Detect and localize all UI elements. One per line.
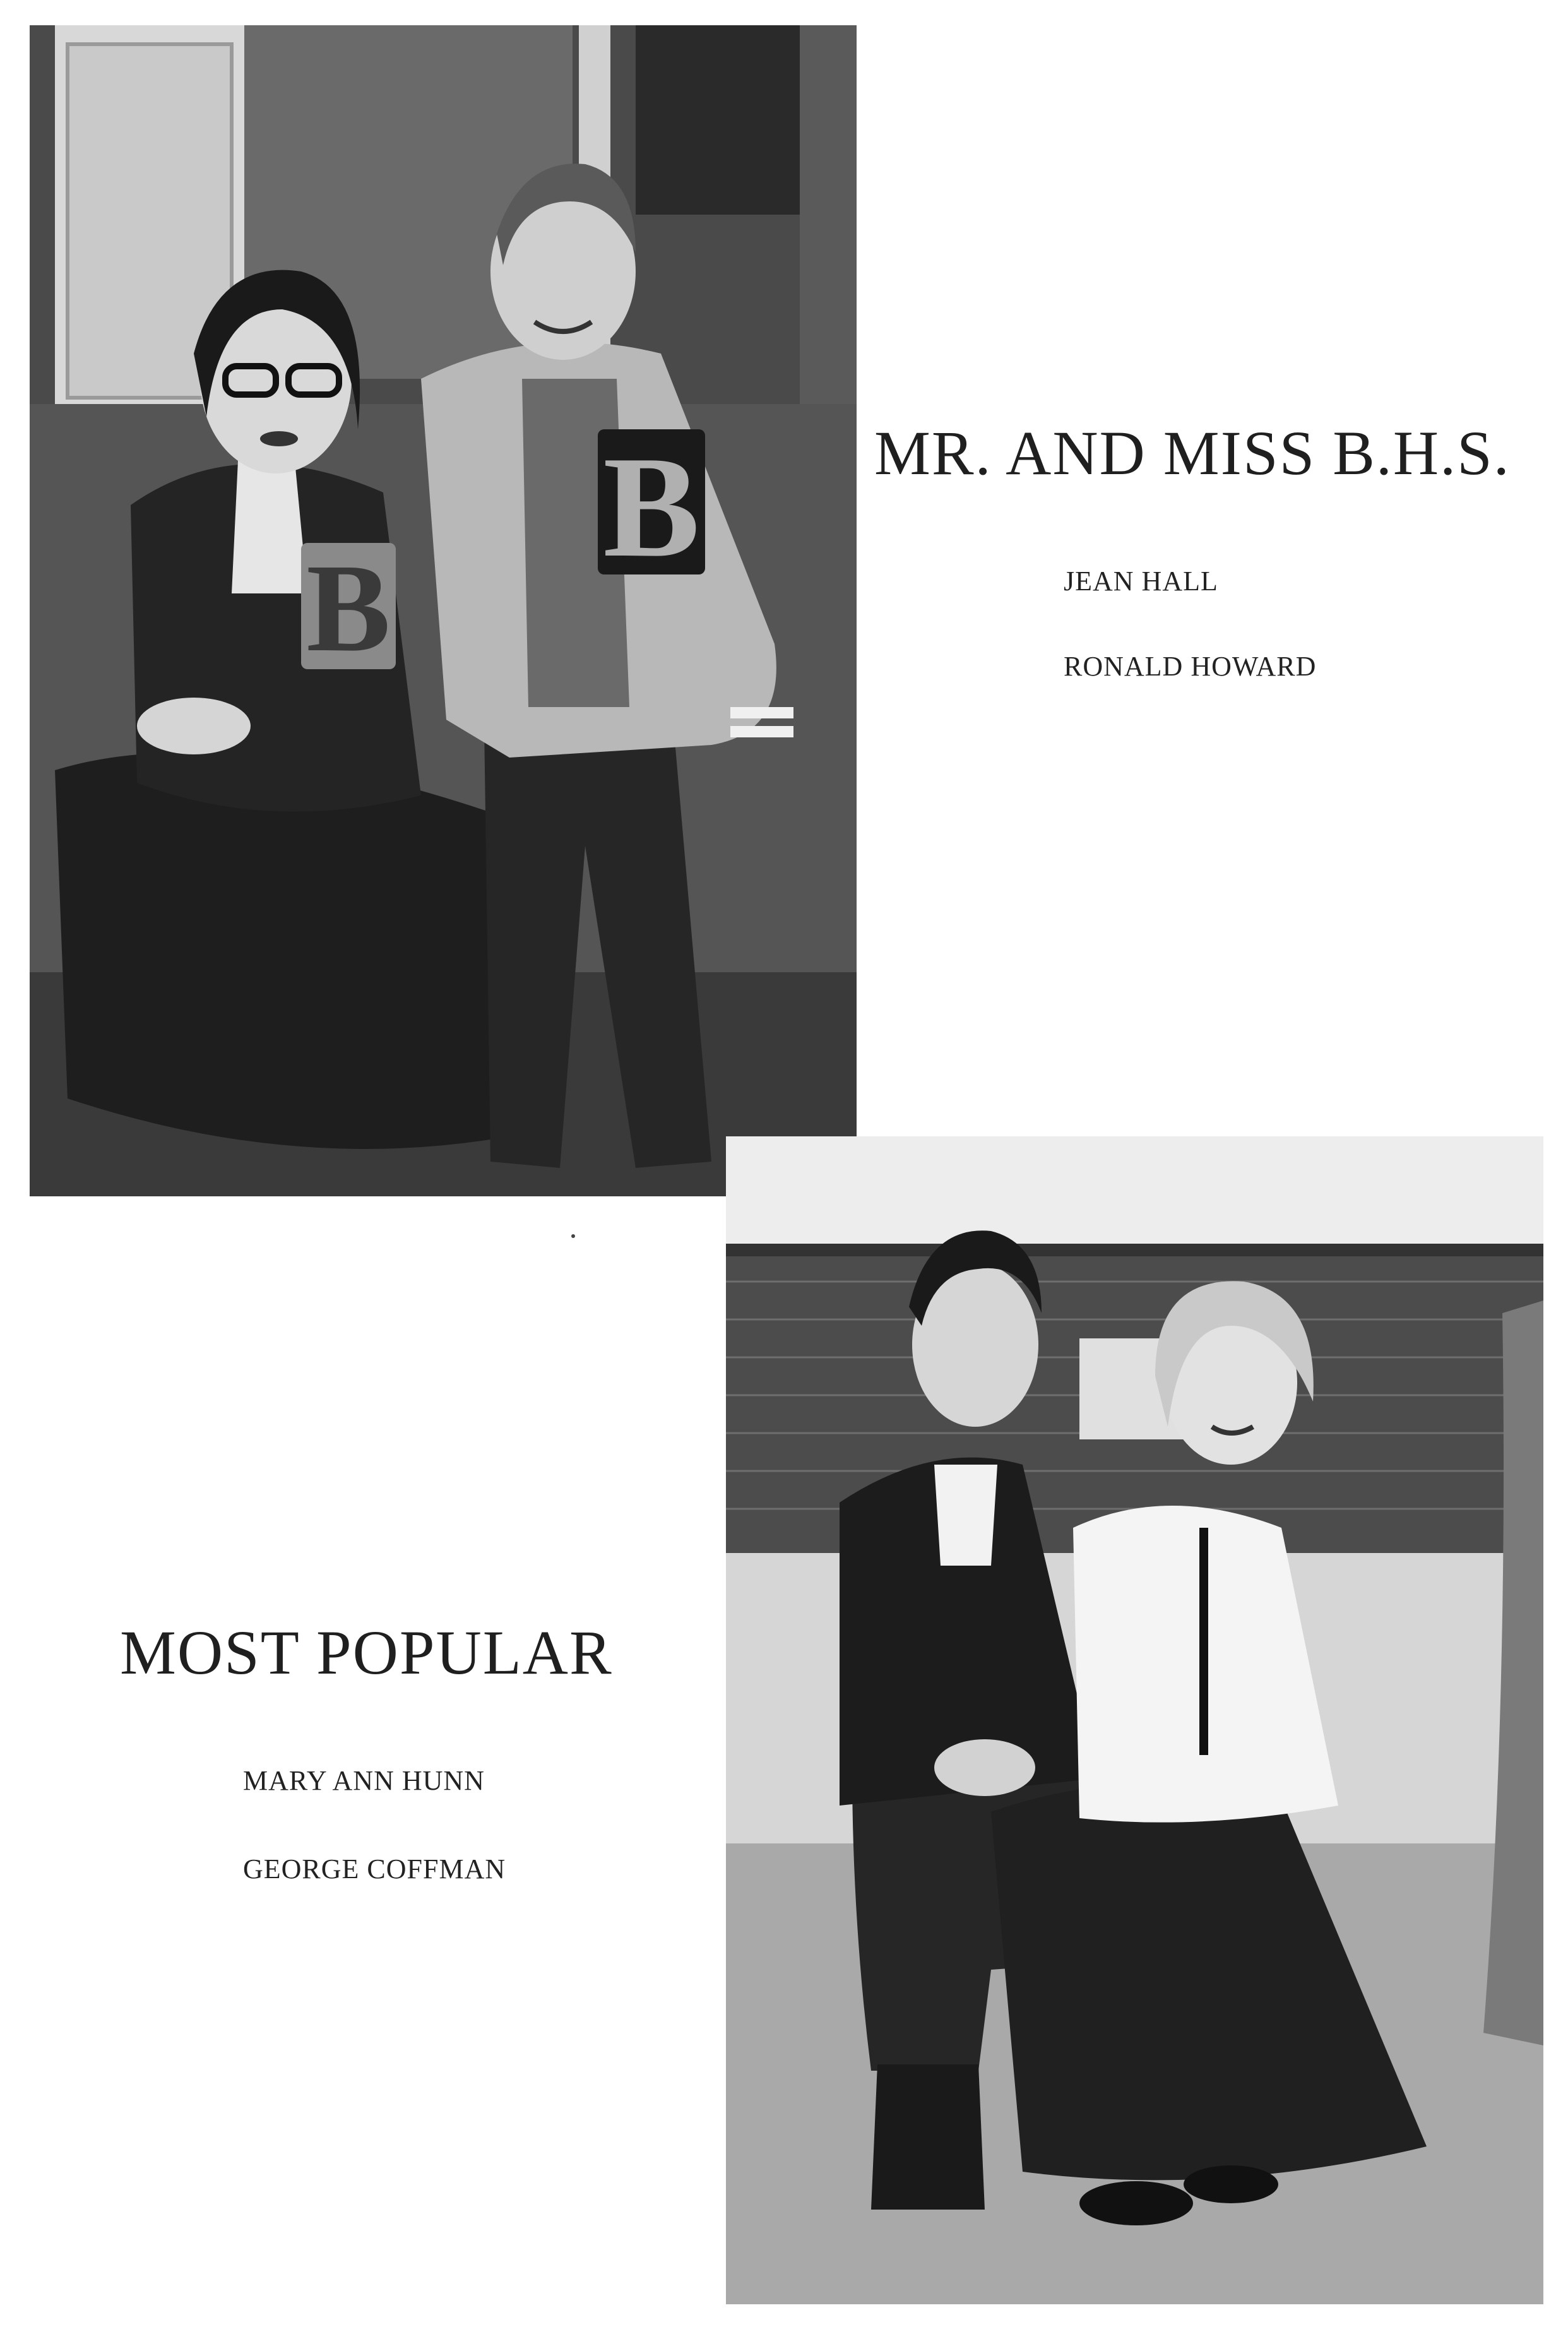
honoree-name: MARY ANN HUNN xyxy=(243,1765,485,1796)
print-speck xyxy=(571,1234,575,1238)
photo-mr-and-miss-bhs-illustration xyxy=(30,25,857,1196)
honoree-name: JEAN HALL xyxy=(1064,566,1218,597)
honoree-name: GEORGE COFFMAN xyxy=(243,1854,506,1884)
honoree-name: RONALD HOWARD xyxy=(1064,651,1317,682)
section-heading-most-popular: MOST POPULAR xyxy=(120,1617,613,1687)
svg-text:B: B xyxy=(306,539,391,678)
photo-mr-and-miss-bhs xyxy=(30,25,857,1196)
svg-text:B: B xyxy=(603,426,700,587)
photo-most-popular-illustration xyxy=(726,1136,1543,2304)
section-heading-mr-and-miss-bhs: MR. AND MISS B.H.S. xyxy=(874,418,1511,488)
photo-most-popular xyxy=(726,1136,1543,2304)
